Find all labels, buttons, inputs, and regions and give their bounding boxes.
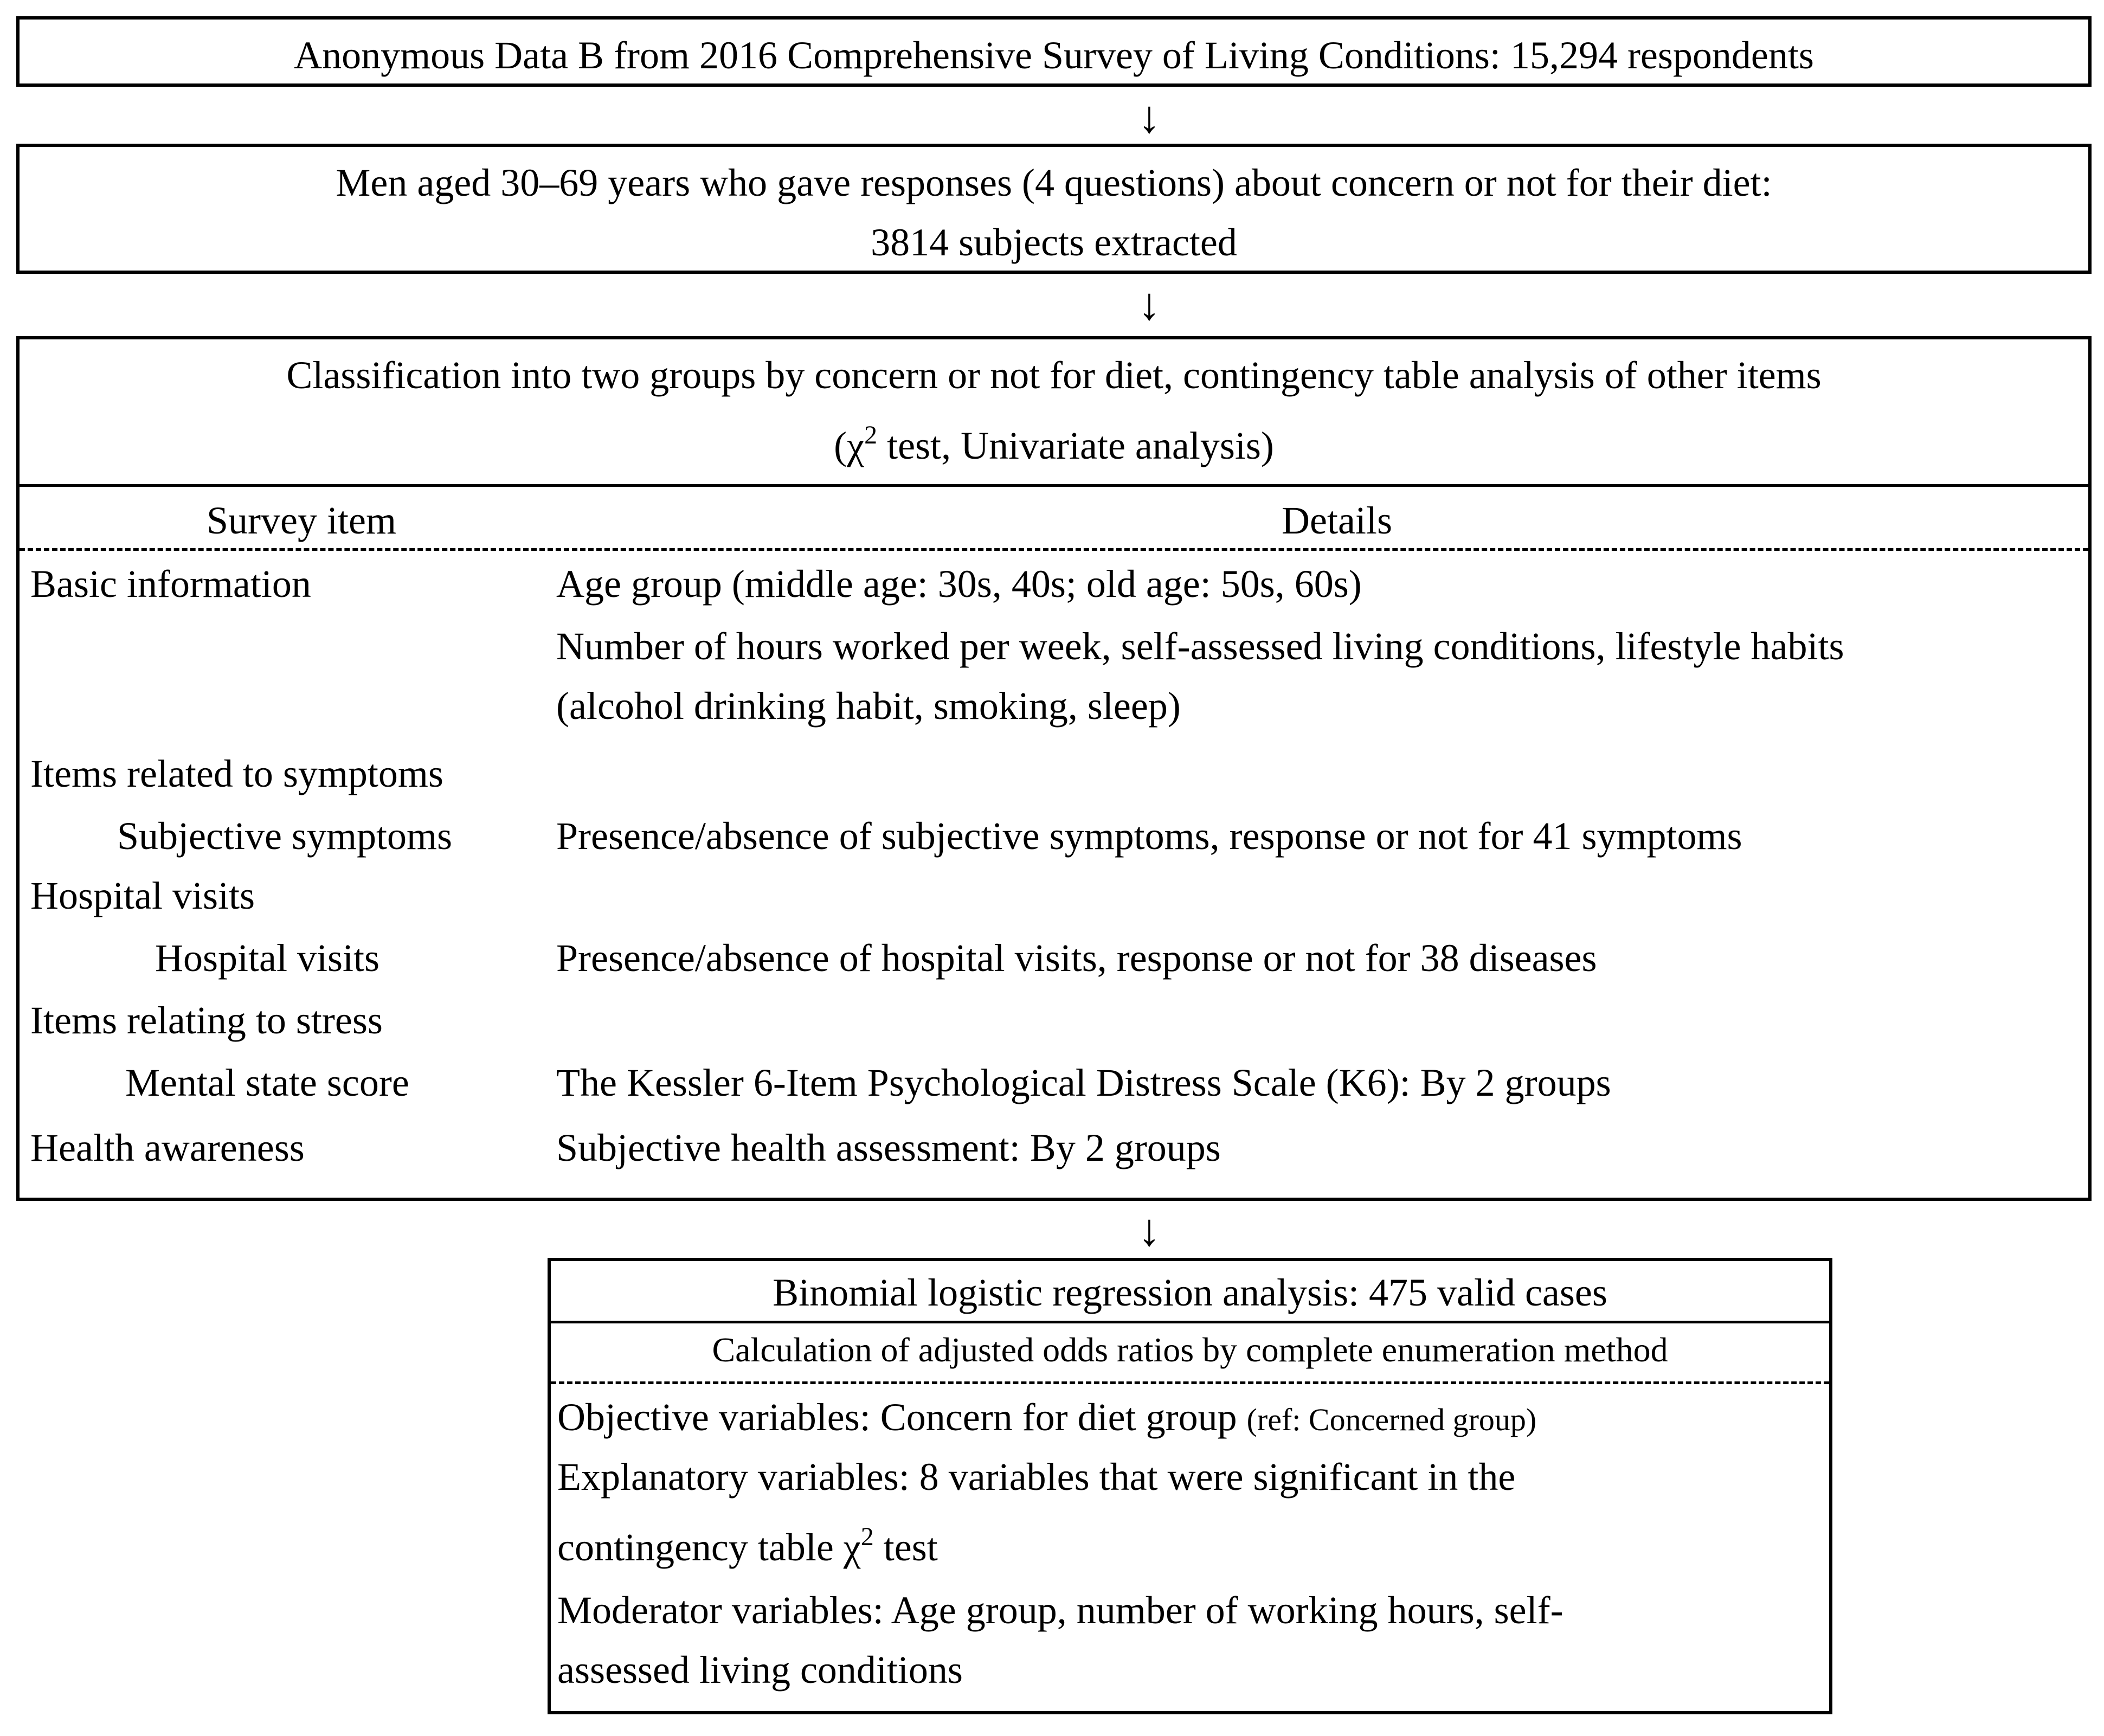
extraction-line-2: 3814 subjects extracted [871,221,1237,264]
item-health-awareness: Health awareness [30,1126,305,1169]
classification-title-line-1: Classification into two groups by concern or not for diet, contingency table analysis of other items [286,353,1822,397]
box-classification [16,336,2092,1201]
item-stress-category: Items relating to stress [30,999,383,1042]
moderator-variables-line-1: Moderator variables: Age group, number of working hours, self- [557,1589,1563,1632]
classification-title-line-2: ($\chi^2$ test, Univariate analysis) [834,421,1274,467]
col-header-survey-item: Survey item [207,499,396,542]
regression-dashed-divider [551,1381,1829,1384]
item-hospital-visits-category: Hospital visits [30,874,255,917]
col-header-details: Details [1282,499,1392,542]
box-data-source [16,16,2092,87]
objective-variables: Objective variables: Concern for diet group (ref: Concerned group) [557,1396,1537,1439]
item-symptoms-category: Items related to symptoms [30,752,443,795]
explanatory-variables-line-1: Explanatory variables: 8 variables that were significant in the [557,1455,1516,1499]
details-age-group: Age group (middle age: 30s, 40s; old age: 50s, 60s) [556,562,1362,606]
arrow-down-icon: ↓ [1138,279,1161,330]
box-subject-extraction [16,144,2092,274]
arrow-down-icon: ↓ [1138,92,1161,143]
details-k6-scale: The Kessler 6-Item Psychological Distress Scale (K6): By 2 groups [556,1061,1611,1104]
details-lifestyle-habits: (alcohol drinking habit, smoking, sleep) [556,684,1181,728]
details-health-assessment: Subjective health assessment: By 2 groups [556,1126,1221,1169]
moderator-variables-line-2: assessed living conditions [557,1648,963,1692]
item-basic-information: Basic information [30,562,311,606]
arrow-down-icon: ↓ [1138,1205,1161,1256]
data-source-text: Anonymous Data B from 2016 Comprehensive Survey of Living Conditions: 15,294 respondents [294,34,1814,77]
regression-title-divider [551,1321,1829,1323]
details-subjective-symptoms: Presence/absence of subjective symptoms, response or not for 41 symptoms [556,814,1742,858]
regression-subtitle: Calculation of adjusted odds ratios by complete enumeration method [712,1330,1668,1369]
header-divider [20,484,2088,487]
extraction-line-1: Men aged 30–69 years who gave responses (4 questions) about concern or not for their diet: [336,161,1772,204]
box-logistic-regression [548,1258,1832,1714]
item-hospital-visits: Hospital visits [155,936,380,980]
item-mental-state-score: Mental state score [125,1061,409,1104]
column-header-dashed-divider [20,548,2088,551]
item-subjective-symptoms: Subjective symptoms [117,814,452,858]
details-working-hours: Number of hours worked per week, self-assessed living conditions, lifestyle habits [556,625,1844,668]
details-hospital-visits: Presence/absence of hospital visits, response or not for 38 diseases [556,936,1597,980]
regression-title: Binomial logistic regression analysis: 475 valid cases [773,1271,1607,1314]
explanatory-variables-line-2: contingency table $\chi^2$ test [557,1522,938,1569]
